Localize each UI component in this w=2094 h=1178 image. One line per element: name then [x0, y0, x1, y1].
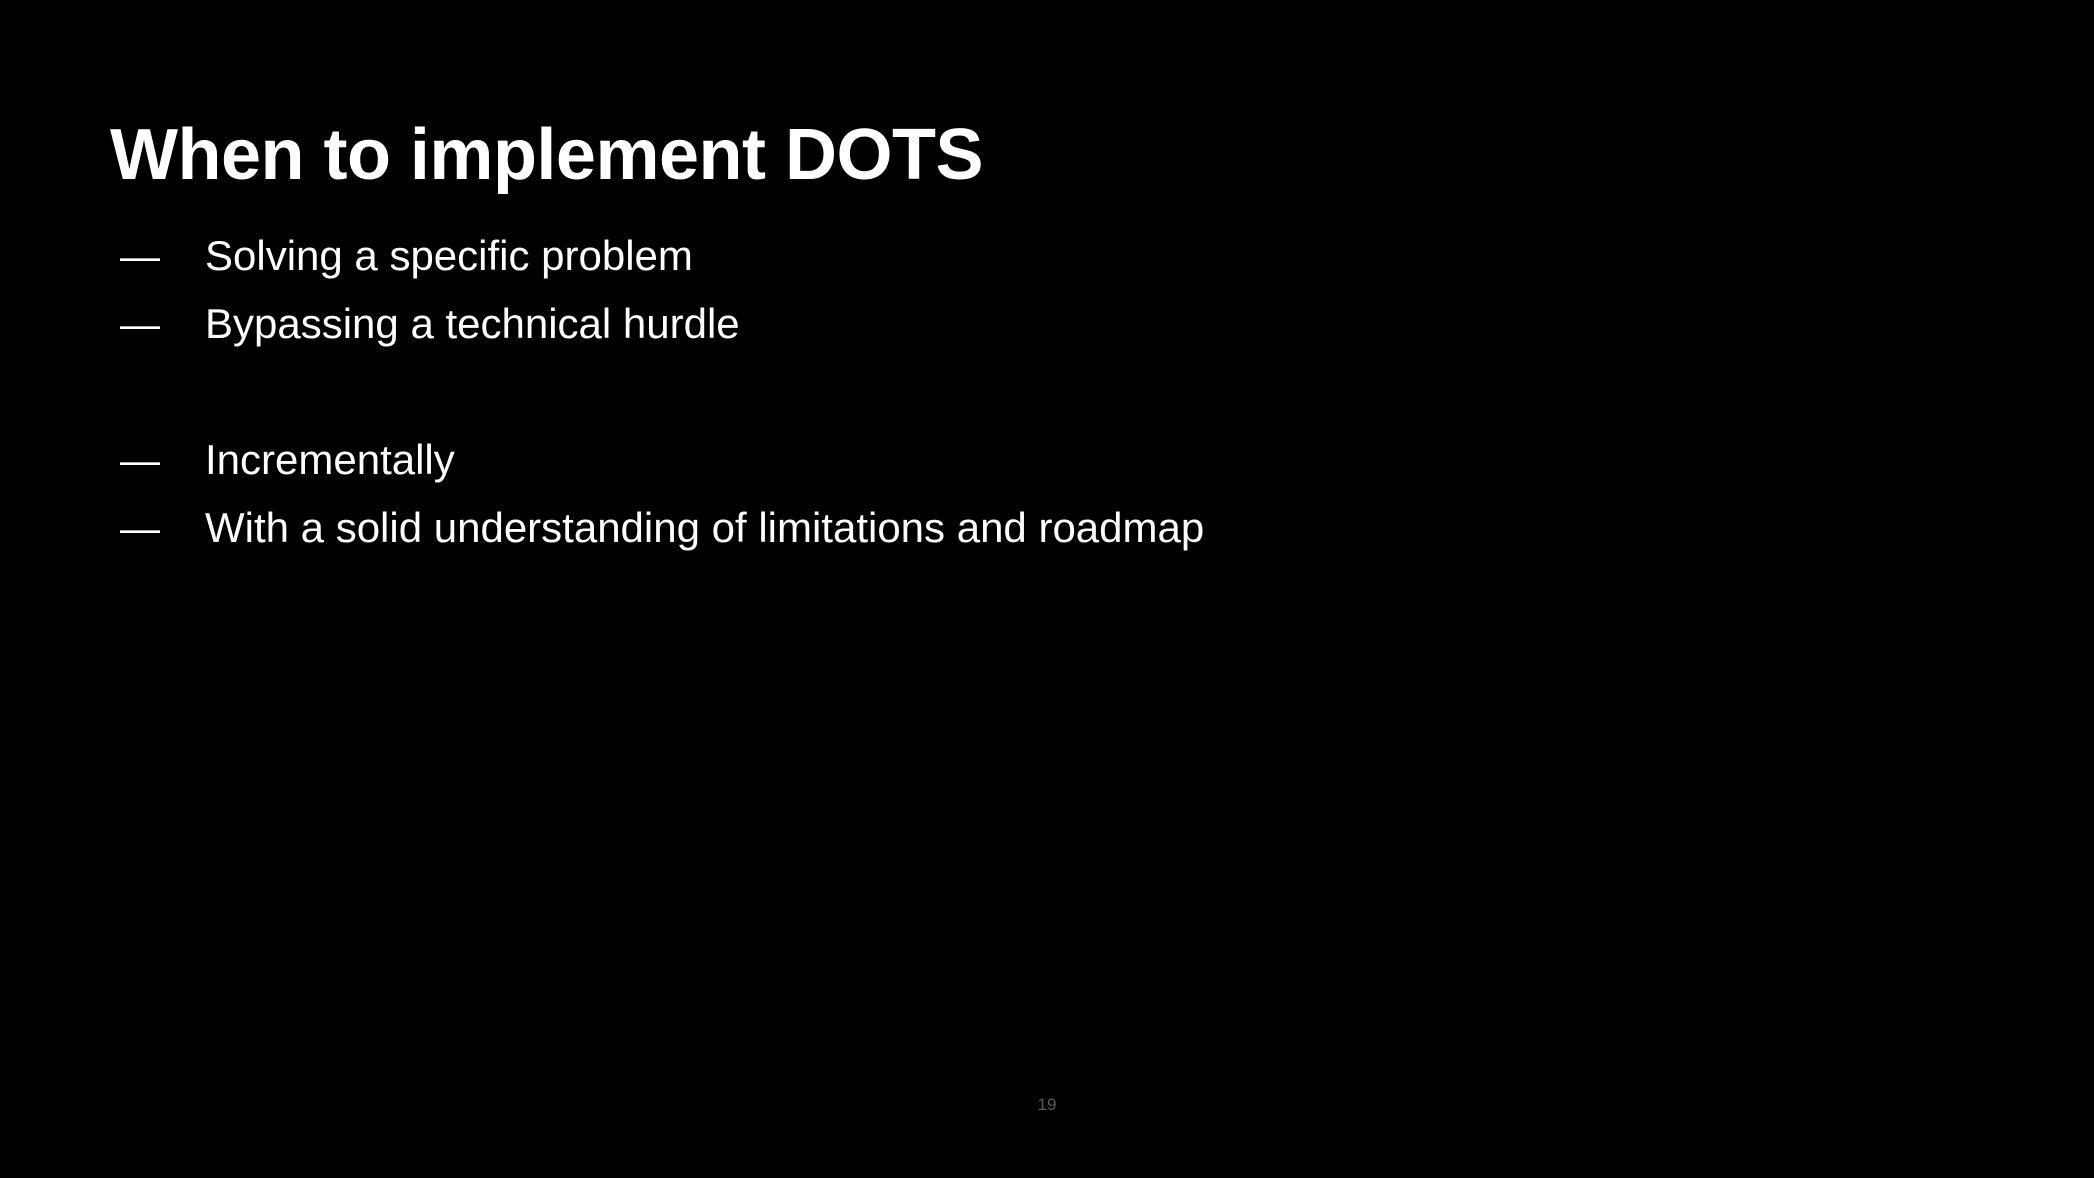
page-title: When to implement DOTS	[110, 115, 984, 196]
dash-bullet-icon: —	[120, 507, 160, 551]
list-item	[120, 504, 1820, 575]
dash-bullet-icon: —	[120, 439, 160, 483]
list-item-label: Solving a specific problem	[205, 232, 693, 279]
dash-bullet-icon: —	[120, 303, 160, 347]
list-item-label: Bypassing a technical hurdle	[205, 300, 740, 347]
list-item	[120, 436, 1820, 507]
list-item-label: Incrementally	[205, 436, 455, 483]
dash-bullet-icon: —	[120, 235, 160, 279]
list-item	[120, 232, 1820, 303]
bullet-list	[120, 232, 1820, 575]
list-item	[120, 300, 1820, 371]
list-item-label: With a solid understanding of limitations and roadmap	[205, 504, 1205, 551]
slide-page-number: 19	[1037, 1095, 1057, 1114]
